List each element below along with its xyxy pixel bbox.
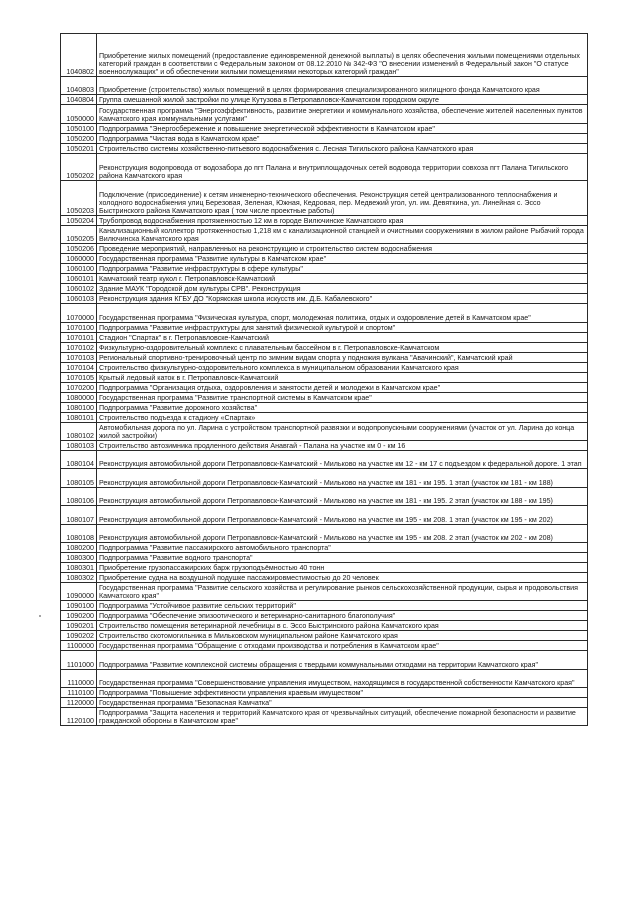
- row-code: 1120100: [61, 708, 97, 726]
- table-body: [61, 34, 588, 726]
- row-code: 1070102: [61, 342, 97, 352]
- row-code: 1090100: [61, 601, 97, 611]
- row-name: Государственная программа "Физическая культура, спорт, молодежная политика, отдых и оздоровление детей в Камчатском крае": [97, 304, 588, 322]
- table-row: [61, 362, 588, 372]
- row-code: 1080300: [61, 552, 97, 562]
- row-name: Проведение мероприятий, направленных на реконструкцию и строительство систем водоснабжения: [97, 244, 588, 254]
- row-code: 1080200: [61, 542, 97, 552]
- table-row: [61, 601, 588, 611]
- row-code: 1040802: [61, 34, 97, 77]
- row-code: 1060100: [61, 264, 97, 274]
- table-row: [61, 698, 588, 708]
- row-name: Строительство скотомогильника в Мильковском муниципальном районе Камчатского края: [97, 631, 588, 641]
- row-name: Реконструкция водопровода от водозабора до пгт Палана и внутриплощадочных сетей водовода территории совхоза пгт Палана Тигильского района Камчатского края: [97, 153, 588, 180]
- row-name: Реконструкция автомобильной дороги Петропавловск-Камчатский - Мильково на участке км 181 - км 195. 2 этап (участок км 188 - км 195): [97, 487, 588, 505]
- row-code: 1050000: [61, 105, 97, 123]
- row-name: Государственная программа "Совершенствование управления имуществом, находящимся в государственной собственности Камчатского края": [97, 669, 588, 687]
- row-code: 1060102: [61, 284, 97, 294]
- row-code: 1090201: [61, 621, 97, 631]
- row-code: 1070200: [61, 382, 97, 392]
- table-row: [61, 304, 588, 322]
- row-name: Группа смешанной жилой застройки по улице Кутузова в Петропавловск-Камчатском городском округе: [97, 95, 588, 105]
- row-name: Подпрограмма "Организация отдыха, оздоровления и занятости детей и молодежи в Камчатском крае": [97, 382, 588, 392]
- row-code: 1050200: [61, 133, 97, 143]
- row-code: 1110100: [61, 688, 97, 698]
- row-name: Подпрограмма "Развитие комплексной системы обращения с твердыми коммунальными отходами на территории Камчатского края": [97, 651, 588, 669]
- row-name: Приобретение жилых помещений (предоставление единовременной денежной выплаты) в целях обеспечения жилыми помещениями отдельных категорий граждан в соответствии с Федеральным законом от 08.12.2010 № 342-ФЗ "О внесении изменений в Федеральный закон "О статусе военнослужащих" и об обеспечении жилыми помещениями некоторых категорий граждан": [97, 34, 588, 77]
- row-name: Реконструкция автомобильной дороги Петропавловск-Камчатский - Мильково на участке км 12 - км 17 с подъездом к федеральной дороге. 1 этап: [97, 450, 588, 468]
- row-code: 1060103: [61, 294, 97, 304]
- row-code: 1100000: [61, 641, 97, 651]
- row-name: Реконструкция автомобильной дороги Петропавловск-Камчатский - Мильково на участке км 195 - км 208. 1 этап (участок км 195 - км 202): [97, 506, 588, 524]
- row-name: Подпрограмма "Повышение эффективности управления краевым имуществом": [97, 688, 588, 698]
- row-name: Автомобильная дорога по ул. Ларина с устройством транспортной развязки и водопропускными сооружениями (участок от ул. Ларина до конца жилой застройки): [97, 422, 588, 440]
- table-row: [61, 284, 588, 294]
- table-row: [61, 450, 588, 468]
- table-row: [61, 274, 588, 284]
- row-code: 1120000: [61, 698, 97, 708]
- row-name: Крытый ледовый каток в г. Петропавловск-Камчатский: [97, 372, 588, 382]
- row-code: 1060101: [61, 274, 97, 284]
- row-name: Подпрограмма "Развитие инфраструктуры для занятий физической культурой и спортом": [97, 322, 588, 332]
- row-name: Канализационный коллектор протяженностью 1,218 км с канализационной станцией и очистными сооружениями в жилом районе Рыбачий города Вилючинска Камчатского края: [97, 225, 588, 243]
- row-name: Физкультурно-оздоровительный комплекс с плавательным бассейном в г. Петропавловске-Камчатском: [97, 342, 588, 352]
- row-name: Подпрограмма "Развитие дорожного хозяйства": [97, 402, 588, 412]
- table-row: [61, 708, 588, 726]
- row-name: Государственная программа "Развитие культуры в Камчатском крае": [97, 254, 588, 264]
- row-code: 1080106: [61, 487, 97, 505]
- table-row: [61, 487, 588, 505]
- table-row: [61, 552, 588, 562]
- table-row: [61, 506, 588, 524]
- row-name: Подпрограмма "Развитие пассажирского автомобильного транспорта": [97, 542, 588, 552]
- row-code: 1050100: [61, 123, 97, 133]
- table-row: [61, 440, 588, 450]
- row-name: Строительство подъезда к стадиону «Спартак»: [97, 412, 588, 422]
- table-row: [61, 641, 588, 651]
- table-row: [61, 382, 588, 392]
- row-code: 1070104: [61, 362, 97, 372]
- table-row: [61, 392, 588, 402]
- row-code: 1080100: [61, 402, 97, 412]
- row-name: Стадион "Спартак" в г. Петропавловске-Камчатский: [97, 332, 588, 342]
- table-row: [61, 352, 588, 362]
- row-code: 1050201: [61, 143, 97, 153]
- row-name: Приобретение судна на воздушной подушке пассажировместимостью до 20 человек: [97, 572, 588, 582]
- row-name: Государственная программа "Обращение с отходами производства и потребления в Камчатском крае": [97, 641, 588, 651]
- table-row: [61, 244, 588, 254]
- table-row: [61, 412, 588, 422]
- row-code: 1110000: [61, 669, 97, 687]
- row-code: 1080301: [61, 562, 97, 572]
- table-row: [61, 631, 588, 641]
- row-code: 1080107: [61, 506, 97, 524]
- table-row: [61, 572, 588, 582]
- row-code: 1080105: [61, 469, 97, 487]
- row-name: Подпрограмма "Развитие инфраструктуры в сфере культуры": [97, 264, 588, 274]
- table-row: [61, 123, 588, 133]
- row-code: 1070103: [61, 352, 97, 362]
- table-row: [61, 469, 588, 487]
- row-code: 1050206: [61, 244, 97, 254]
- row-code: 1080000: [61, 392, 97, 402]
- row-name: Строительство физкультурно-оздоровительного комплекса в муниципальном образовании Камчатского края: [97, 362, 588, 372]
- row-name: Строительство помещения ветеринарной лечебницы в с. Эссо Быстринского района Камчатского края: [97, 621, 588, 631]
- table-row: [61, 372, 588, 382]
- table-row: [61, 294, 588, 304]
- table-row: [61, 524, 588, 542]
- table-row: [61, 34, 588, 77]
- table-row: [61, 322, 588, 332]
- table-row: [61, 651, 588, 669]
- table-row: [61, 542, 588, 552]
- row-code: 1080302: [61, 572, 97, 582]
- row-code: 1070105: [61, 372, 97, 382]
- row-name: Подключение (присоединение) к сетям инженерно-технического обеспечения. Реконструкция сетей централизованного теплоснабжения и холодного водоснабжения улиц Березовая, Зеленая, Южная, Кедровая, пер. Медвежий угол, ул. им. Девяткина, ул. Линейная с. Эссо Быстринского района Камчатского края ( том числе проектные работы): [97, 180, 588, 215]
- row-code: 1090200: [61, 611, 97, 621]
- row-code: 1070100: [61, 322, 97, 332]
- table-row: [61, 215, 588, 225]
- row-name: Приобретение (строительство) жилых помещений в целях формирования специализированного жилищного фонда Камчатского края: [97, 77, 588, 95]
- table-row: [61, 342, 588, 352]
- row-name: Реконструкция автомобильной дороги Петропавловск-Камчатский - Мильково на участке км 181 - км 195. 1 этап (участок км 181 - км 188): [97, 469, 588, 487]
- row-name: Камчатский театр кукол г. Петропавловск-Камчатский: [97, 274, 588, 284]
- table-row: [61, 422, 588, 440]
- row-name: Подпрограмма "Развитие водного транспорта": [97, 552, 588, 562]
- row-name: Строительство системы хозяйственно-питьевого водоснабжения с. Лесная Тигильского района Камчатского края: [97, 143, 588, 153]
- row-name: Строительство автозимника продленного действия Анавгай - Палана на участке км 0 - км 16: [97, 440, 588, 450]
- table-row: [61, 669, 588, 687]
- table-row: [61, 180, 588, 215]
- table-row: [61, 332, 588, 342]
- row-code: 1080104: [61, 450, 97, 468]
- table-row: [61, 95, 588, 105]
- table-row: [61, 77, 588, 95]
- row-code: 1050202: [61, 153, 97, 180]
- row-code: 1050205: [61, 225, 97, 243]
- row-code: 1080103: [61, 440, 97, 450]
- row-name: Подпрограмма "Чистая вода в Камчатском крае": [97, 133, 588, 143]
- row-code: 1101000: [61, 651, 97, 669]
- row-code: 1090000: [61, 582, 97, 600]
- row-code: 1060000: [61, 254, 97, 264]
- row-name: Подпрограмма "Защита населения и территорий Камчатского края от чрезвычайных ситуаций, обеспечение пожарной безопасности и развитие гражданской обороны в Камчатском крае": [97, 708, 588, 726]
- table-row: [61, 264, 588, 274]
- scan-speck: [39, 615, 41, 617]
- table-row: [61, 562, 588, 572]
- budget-codes-table: [60, 33, 588, 726]
- row-code: 1050204: [61, 215, 97, 225]
- row-name: Подпрограмма "Обеспечение эпизоотического и ветеринарно-санитарного благополучия": [97, 611, 588, 621]
- row-name: Государственная программа "Развитие сельского хозяйства и регулирование рынков сельскохозяйственной продукции, сырья и продовольствия Камчатского края": [97, 582, 588, 600]
- row-name: Реконструкция автомобильной дороги Петропавловск-Камчатский - Мильково на участке км 195 - км 208. 2 этап (участок км 202 - км 208): [97, 524, 588, 542]
- table-row: [61, 688, 588, 698]
- table-row: [61, 611, 588, 621]
- row-code: 1070000: [61, 304, 97, 322]
- table-row: [61, 105, 588, 123]
- table-row: [61, 582, 588, 600]
- row-name: Государственная программа "Развитие транспортной системы в Камчатском крае": [97, 392, 588, 402]
- row-code: 1080102: [61, 422, 97, 440]
- row-code: 1070101: [61, 332, 97, 342]
- table-row: [61, 143, 588, 153]
- row-name: Приобретение грузопассажирских барж грузоподъёмностью 40 тонн: [97, 562, 588, 572]
- row-name: Государственная программа "Безопасная Камчатка": [97, 698, 588, 708]
- table-row: [61, 402, 588, 412]
- row-name: Реконструкция здания КГБУ ДО "Корякская школа искусств им. Д.Б. Кабалевского": [97, 294, 588, 304]
- table-row: [61, 225, 588, 243]
- row-name: Региональный спортивно-тренировочный центр по зимним видам спорта у подножия вулкана "Авачинский", Камчатский край: [97, 352, 588, 362]
- row-name: Подпрограмма "Энергосбережение и повышение энергетической эффективности в Камчатском крае": [97, 123, 588, 133]
- row-code: 1040803: [61, 77, 97, 95]
- table-row: [61, 153, 588, 180]
- row-code: 1050203: [61, 180, 97, 215]
- table-row: [61, 621, 588, 631]
- table-row: [61, 254, 588, 264]
- table-row: [61, 133, 588, 143]
- row-code: 1080101: [61, 412, 97, 422]
- row-name: Трубопровод водоснабжения протяженностью 12 км в городе Вилючинске Камчатского края: [97, 215, 588, 225]
- row-code: 1090202: [61, 631, 97, 641]
- row-code: 1040804: [61, 95, 97, 105]
- row-name: Подпрограмма "Устойчивое развитие сельских территорий": [97, 601, 588, 611]
- row-name: Здание МАУК "Городской дом культуры СРВ". Реконструкция: [97, 284, 588, 294]
- row-code: 1080108: [61, 524, 97, 542]
- row-name: Государственная программа "Энергоэффективность, развитие энергетики и коммунального хозяйства, обеспечение жителей населенных пунктов Камчатского края коммунальными услугами": [97, 105, 588, 123]
